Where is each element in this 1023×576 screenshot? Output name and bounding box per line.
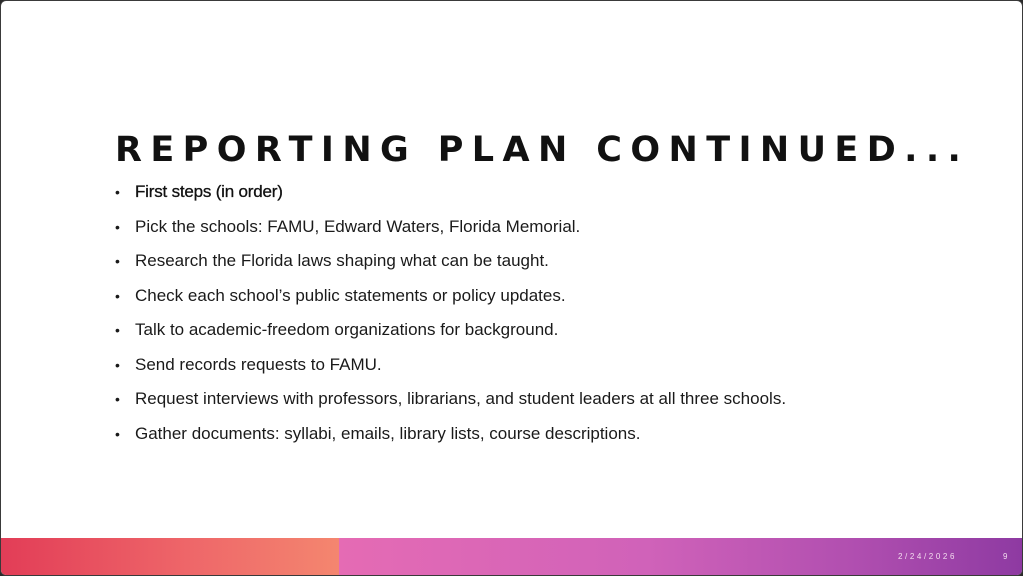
bullet-text: First steps (in order) <box>135 182 283 201</box>
bullet-dot-icon: • <box>115 425 120 442</box>
bullet-dot-icon: • <box>115 184 120 200</box>
bullet-item <box>115 315 786 350</box>
bullet-dot-icon: • <box>115 322 120 338</box>
bullet-item <box>115 419 786 454</box>
footer-accent-left <box>1 538 339 575</box>
footer-bar <box>1 538 1022 575</box>
footer-date: 2/24/2026 <box>898 552 957 561</box>
bullet-text: Send records requests to FAMU. <box>135 354 382 374</box>
bullet-text: Check each school’s public statements or policy updates. <box>135 285 566 305</box>
bullet-item <box>115 350 786 385</box>
bullet-item <box>115 246 786 281</box>
bullet-dot-icon: • <box>115 356 120 373</box>
bullet-item <box>115 281 786 316</box>
bullet-item <box>115 384 786 419</box>
bullet-dot-icon: • <box>115 391 120 407</box>
bullet-dot-icon: • <box>115 253 120 269</box>
bullet-dot-icon: • <box>115 218 120 235</box>
bullet-list <box>115 177 786 453</box>
bullet-dot-icon: • <box>115 287 120 304</box>
bullet-text: Gather documents: syllabi, emails, library lists, course descriptions. <box>135 423 641 443</box>
bullet-text: Pick the schools: FAMU, Edward Waters, Florida Memorial. <box>135 216 581 236</box>
bullet-text: Talk to academic-freedom organizations for background. <box>135 320 559 339</box>
slide-number: 9 <box>1003 552 1008 561</box>
bullet-item <box>115 177 786 212</box>
bullet-item <box>115 212 786 247</box>
bullet-text: Research the Florida laws shaping what can be taught. <box>135 251 549 270</box>
bullet-text: Request interviews with professors, librarians, and student leaders at all three schools. <box>135 389 787 408</box>
slide-title: REPORTING PLAN CONTINUED... <box>115 130 970 170</box>
